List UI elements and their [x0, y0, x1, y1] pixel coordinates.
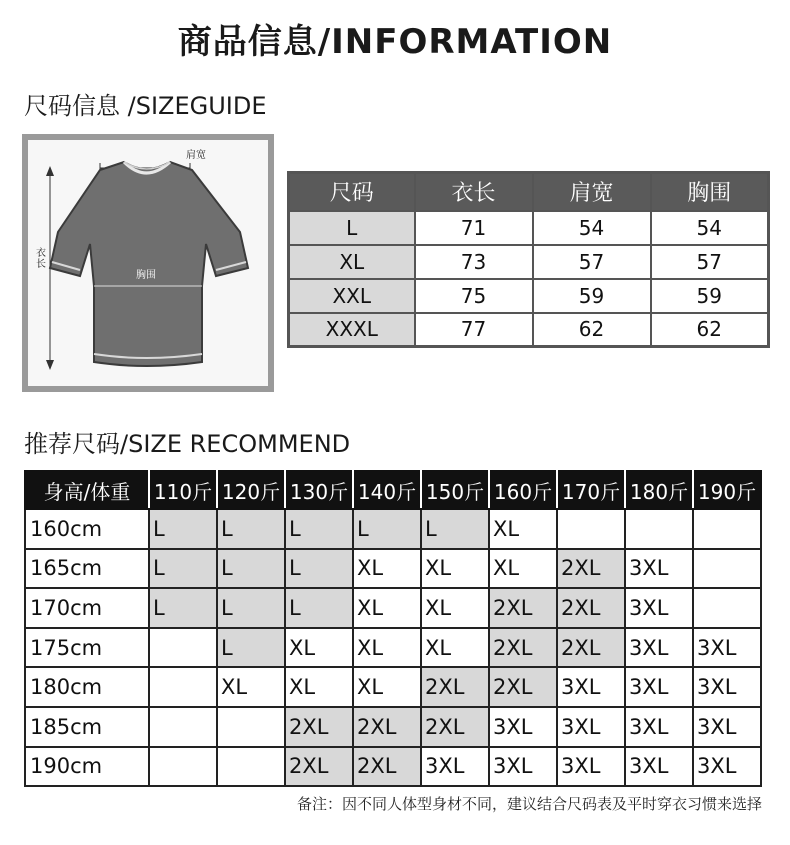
size-table-header: 衣长	[415, 173, 533, 211]
size-recommend-cell: XL	[421, 628, 489, 668]
size-table-header: 尺码	[289, 173, 415, 211]
tshirt-diagram	[22, 134, 274, 392]
table-row	[25, 628, 761, 668]
table-cell: 54	[651, 211, 769, 245]
size-recommend-cell: 2XL	[421, 667, 489, 707]
table-cell: 75	[415, 279, 533, 313]
size-recommend-cell: 3XL	[625, 707, 693, 747]
size-recommend-cell: 2XL	[285, 707, 353, 747]
size-recommend-cell: L	[285, 549, 353, 589]
size-recommend-cell: L	[217, 509, 285, 549]
size-recommend-cell	[557, 509, 625, 549]
size-recommend-cell: XL	[421, 588, 489, 628]
table-cell: 54	[533, 211, 651, 245]
size-recommend-cell: XL	[489, 549, 557, 589]
size-recommend-cell: XL	[353, 667, 421, 707]
size-recommend-cell: L	[217, 588, 285, 628]
size-recommend-cell: L	[149, 509, 217, 549]
table-row	[289, 245, 769, 279]
size-cell: XL	[289, 245, 415, 279]
height-cell: 185cm	[25, 707, 149, 747]
height-cell: 180cm	[25, 667, 149, 707]
height-cell: 170cm	[25, 588, 149, 628]
size-recommend-cell	[693, 549, 761, 589]
size-recommend-cell	[149, 707, 217, 747]
height-cell: 175cm	[25, 628, 149, 668]
size-recommend-cell: 2XL	[353, 747, 421, 787]
size-recommend-cell: 2XL	[285, 747, 353, 787]
shoulder-label: 肩宽	[186, 150, 206, 161]
size-recommend-cell: 2XL	[421, 707, 489, 747]
height-weight-header: 身高/体重	[25, 471, 149, 509]
size-recommend-cell: XL	[421, 549, 489, 589]
weight-header: 130斤	[285, 471, 353, 509]
size-recommend-cell: 3XL	[625, 667, 693, 707]
chest-label: 胸围	[136, 270, 156, 281]
size-recommend-cell: L	[285, 588, 353, 628]
size-recommend-cell: 3XL	[625, 747, 693, 787]
table-row	[289, 279, 769, 313]
size-recommend-cell: 3XL	[693, 707, 761, 747]
weight-header: 160斤	[489, 471, 557, 509]
size-recommend-cell: 3XL	[489, 707, 557, 747]
table-row	[25, 667, 761, 707]
size-recommend-cell: 2XL	[557, 588, 625, 628]
weight-header: 180斤	[625, 471, 693, 509]
size-recommend-cell: XL	[353, 549, 421, 589]
size-table-header: 肩宽	[533, 173, 651, 211]
size-recommend-cell: 3XL	[557, 707, 625, 747]
size-recommend-cell: 3XL	[489, 747, 557, 787]
table-row	[25, 549, 761, 589]
size-recommend-cell	[149, 747, 217, 787]
table-row	[25, 707, 761, 747]
size-recommend-cell: 2XL	[489, 588, 557, 628]
size-recommend-cell	[693, 509, 761, 549]
table-cell: 59	[533, 279, 651, 313]
page-title: 商品信息/INFORMATION	[177, 22, 613, 62]
weight-header: 190斤	[693, 471, 761, 509]
size-cell: XXL	[289, 279, 415, 313]
tshirt-outline-icon	[28, 140, 268, 386]
table-row	[289, 313, 769, 347]
size-guide-title: 尺码信息 /SIZEGUIDE	[24, 92, 267, 120]
weight-header: 110斤	[149, 471, 217, 509]
table-cell: 59	[651, 279, 769, 313]
table-cell: 57	[651, 245, 769, 279]
size-recommend-cell: 2XL	[557, 549, 625, 589]
recommend-header-row	[25, 471, 761, 509]
weight-header: 140斤	[353, 471, 421, 509]
size-recommend-cell: XL	[217, 667, 285, 707]
size-recommend-cell: 3XL	[421, 747, 489, 787]
table-cell: 62	[651, 313, 769, 347]
size-recommend-cell: 3XL	[625, 628, 693, 668]
size-recommend-cell: L	[217, 628, 285, 668]
size-recommend-cell: L	[149, 588, 217, 628]
size-recommend-cell: L	[285, 509, 353, 549]
height-cell: 190cm	[25, 747, 149, 787]
note-text: 备注：因不同人体型身材不同，建议结合尺码表及平时穿衣习惯来选择	[296, 795, 762, 813]
size-cell: XXXL	[289, 313, 415, 347]
size-recommend-cell	[149, 628, 217, 668]
table-row	[25, 588, 761, 628]
size-recommend-cell: 3XL	[693, 747, 761, 787]
size-recommend-cell: 2XL	[557, 628, 625, 668]
size-recommend-cell: XL	[489, 509, 557, 549]
size-recommend-cell	[217, 707, 285, 747]
size-recommend-cell: L	[421, 509, 489, 549]
table-cell: 77	[415, 313, 533, 347]
diagram-canvas	[28, 140, 268, 386]
size-recommend-cell: L	[217, 549, 285, 589]
size-recommend-cell: 3XL	[625, 549, 693, 589]
size-recommend-cell: 2XL	[489, 628, 557, 668]
size-recommend-cell: 3XL	[625, 588, 693, 628]
table-cell: 73	[415, 245, 533, 279]
size-recommend-cell: XL	[285, 628, 353, 668]
height-cell: 165cm	[25, 549, 149, 589]
size-table-header-row	[289, 173, 769, 211]
size-recommend-cell	[217, 747, 285, 787]
size-recommend-cell: 2XL	[353, 707, 421, 747]
table-row	[25, 509, 761, 549]
size-recommend-cell: L	[353, 509, 421, 549]
size-recommend-cell: 3XL	[557, 667, 625, 707]
size-recommend-cell	[693, 588, 761, 628]
weight-header: 120斤	[217, 471, 285, 509]
size-recommend-cell: 3XL	[693, 628, 761, 668]
size-recommend-cell: 2XL	[489, 667, 557, 707]
length-label: 衣长	[36, 248, 46, 270]
size-recommend-cell	[625, 509, 693, 549]
size-cell: L	[289, 211, 415, 245]
size-table-header: 胸围	[651, 173, 769, 211]
height-cell: 160cm	[25, 509, 149, 549]
size-recommend-cell: XL	[353, 588, 421, 628]
table-cell: 62	[533, 313, 651, 347]
table-row	[25, 747, 761, 787]
weight-header: 150斤	[421, 471, 489, 509]
size-recommend-cell: L	[149, 549, 217, 589]
size-recommend-cell: XL	[285, 667, 353, 707]
size-recommend-cell	[149, 667, 217, 707]
table-cell: 71	[415, 211, 533, 245]
table-cell: 57	[533, 245, 651, 279]
table-row	[289, 211, 769, 245]
size-recommend-title: 推荐尺码/SIZE RECOMMEND	[24, 430, 351, 458]
size-recommend-cell: XL	[353, 628, 421, 668]
weight-header: 170斤	[557, 471, 625, 509]
size-table	[287, 171, 770, 348]
size-recommend-cell: 3XL	[693, 667, 761, 707]
size-recommend-cell: 3XL	[557, 747, 625, 787]
recommend-table-body	[25, 509, 761, 786]
recommend-table	[24, 470, 762, 787]
